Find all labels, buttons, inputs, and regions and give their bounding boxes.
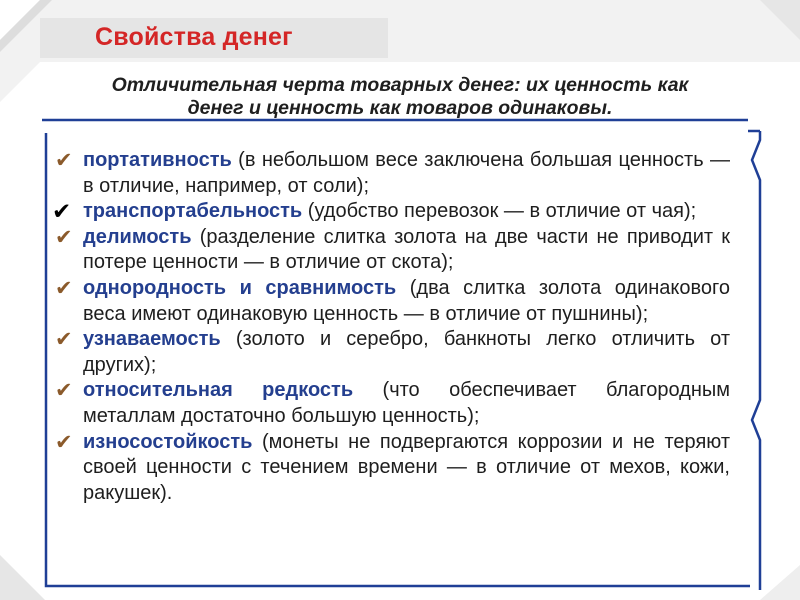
- gradient-check-icon: ✔: [55, 225, 73, 249]
- property-term: узнаваемость: [83, 328, 221, 351]
- black-check-icon: ✔: [52, 198, 72, 225]
- property-term: однородность и сравнимость: [83, 276, 397, 299]
- gradient-check-icon: ✔: [55, 149, 73, 172]
- property-term: износостойкость: [83, 430, 253, 453]
- property-description: (в небольшом весе заключена большая ценность — в отличие, например, от соли);: [83, 149, 730, 197]
- gradient-check-icon: ✔: [55, 328, 73, 352]
- property-term: относительная редкость: [83, 379, 354, 402]
- property-item: [50, 378, 740, 429]
- gradient-check-icon: ✔: [55, 276, 73, 300]
- property-description: (золото и серебро, банкноты легко отличить от других);: [83, 328, 730, 376]
- property-item: [50, 225, 740, 276]
- property-term: транспортабельность: [83, 200, 303, 223]
- slide-title: Свойства денег: [95, 23, 293, 51]
- property-description: (что обеспечивает благородным металлам достаточно большую ценность);: [83, 379, 730, 427]
- property-item: [50, 276, 740, 327]
- property-term: портативность: [83, 149, 232, 171]
- property-description: (удобство перевозок — в отличие от чая);: [302, 200, 697, 223]
- property-description: (два слитка золота одинакового веса имеют одинаковую ценность — в отличие от пушнины);: [83, 276, 731, 325]
- property-item: [50, 327, 740, 378]
- property-description: (монеты не подвергаются коррозии и не теряют своей ценности с течением времени — в отличие от мехов, кожи, ракушек).: [83, 430, 730, 504]
- property-item: [50, 148, 740, 199]
- gradient-check-icon: ✔: [55, 430, 73, 454]
- property-description: (разделение слитка золота на две части не приводит к потере ценности — в отличие от скота);: [83, 225, 730, 274]
- property-item: [50, 199, 740, 225]
- properties-list: [50, 148, 740, 506]
- property-item: [50, 430, 740, 507]
- slide-subtitle: Отличительная черта товарных денег: их ценность как денег и ценность как товаров одинаковы.: [111, 74, 689, 119]
- frame-right-edge: [752, 131, 760, 590]
- gradient-check-icon: ✔: [55, 379, 73, 403]
- property-term: делимость: [83, 225, 192, 248]
